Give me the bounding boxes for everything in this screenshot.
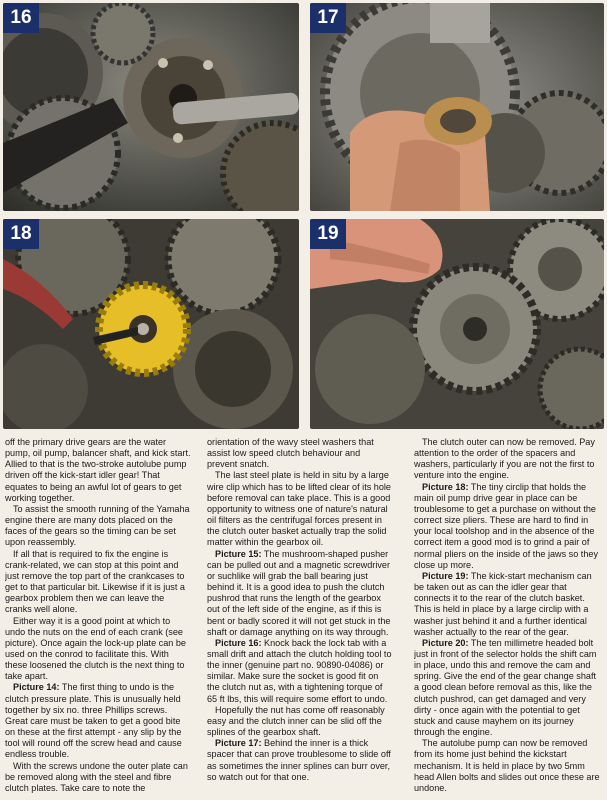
text-column-3: [414, 437, 600, 797]
paragraph: [207, 470, 393, 548]
picture-reference-lead: Picture 18:: [422, 481, 469, 492]
paragraph-text: The clutch outer can now be removed. Pay attention to the order of the spacers and washers, particularly if you are not the first to venture into the engine.: [414, 437, 595, 481]
paragraph-text: The mushroom-shaped pusher can be pulled out and a magnetic screwdriver or suchlike will grab the ball bearing just behind it. It is a good idea to push the clutch pushrod that runs the length of the gearbox out of the left side of the engine, as if this is bent or badly scored it will not get stuck in the shaft or damage anything on its way through.: [207, 548, 391, 637]
paragraph: [207, 738, 393, 783]
clutch-spacer-photo: [310, 3, 604, 211]
picture-reference-lead: Picture 15:: [215, 548, 262, 559]
paragraph-text: The autolube pump can now be removed from its home just behind the kickstart mechanism. It is held in place by two 5mm head Allen bolts and slides out once these are undone.: [414, 738, 600, 793]
picture-reference-lead: Picture 19:: [422, 570, 469, 581]
paragraph-text: Behind the inner is a thick spacer that can prove troublesome to slide off as sometimes the inner splines can burr over, so watch out for that one.: [207, 738, 391, 782]
paragraph-text: Either way it is a good point at which to undo the nuts on the end of each crank (see picture). Once again the lock-up plate can be used on the conrod to facilitate this. With these loosened the clutch is the next thing to take apart.: [5, 615, 186, 682]
paragraph-text: Hopefully the nut has come off reasonably easy and the clutch inner can be slid off the splines of the gearbox shaft.: [207, 704, 385, 738]
paragraph: [414, 482, 600, 571]
oil-pump-gear-photo: [3, 219, 299, 429]
paragraph: [414, 437, 600, 482]
photo-17: [310, 3, 604, 211]
paragraph: [5, 549, 191, 616]
paragraph: [5, 437, 191, 504]
paragraph: [207, 437, 393, 470]
photo-number-badge: 18: [3, 219, 39, 249]
paragraph: [5, 616, 191, 683]
photo-16: [3, 3, 299, 211]
paragraph: [414, 638, 600, 738]
paragraph-text: To assist the smooth running of the Yamaha engine there are many dots placed on the faces of the gears so the timing can be set upon reassembly.: [5, 503, 190, 548]
photo-19: [310, 219, 604, 429]
paragraph-text: off the primary drive gears are the water pump, oil pump, balancer shaft, and kick start. Allied to that is the two-stroke autolube pump driven off the kick-start idler gear! That equates to being an awful lot of gears to get working together.: [5, 437, 191, 503]
paragraph: [414, 571, 600, 638]
photo-number-badge: 16: [3, 3, 39, 33]
paragraph: [5, 504, 191, 549]
picture-reference-lead: Picture 20:: [422, 637, 469, 648]
clutch-nut-photo: [3, 3, 299, 211]
photo-number-badge: 17: [310, 3, 346, 33]
text-column-2: [207, 437, 393, 797]
picture-reference-lead: Picture 14:: [13, 682, 60, 693]
paragraph: [207, 549, 393, 638]
paragraph-text: orientation of the wavy steel washers that assist low speed clutch behaviour and prevent snatch.: [207, 437, 374, 470]
picture-reference-lead: Picture 16:: [215, 637, 262, 648]
paragraph-text: The first thing to undo is the clutch pressure plate. This is unusually held together by six no. three Phillips screws. Great care must be taken to get a good bite on these at the first attempt - any slip by the tool will round off the screw head and cause endless trouble.: [5, 682, 182, 760]
paragraph-text: If all that is required to fix the engine is crank-related, we can stop at this point and just remove the top part of the crankcases to get to that particular bit. Likewise if it is just a gearbox problem then we can leave the cranks well alone.: [5, 548, 185, 615]
text-column-1: [5, 437, 191, 797]
photo-18: [3, 219, 299, 429]
paragraph-text: The kick-start mechanism can be taken out as can the idler gear that connects it to the rear of the clutch basket. This is held in place by a large circlip with a washer just behind it and a further identical washer actually to the rear of the gear.: [414, 570, 592, 637]
paragraph-text: The tiny circlip that holds the main oil pump drive gear in place can be troublesome to get a purchase on without the correct size pliers. These are hard to find in your local toolshop and in the absence of the correct item a good mod is to grind a pair of normal pliers on the inside of the jaws so they close up more.: [414, 481, 598, 570]
paragraph-text: The last steel plate is held in situ by a large wire clip which has to be lifted clear of its hole before removal can take place. This is a good opportunity to witness one of nature's natural oil filters as the centrifugal forces present in the clutch outer basket actually trap the solid matter within the gearbox oil.: [207, 470, 391, 548]
paragraph: [414, 738, 600, 794]
photo-number-badge: 19: [310, 219, 346, 249]
kick-start-gear-photo: [310, 219, 604, 429]
paragraph: [5, 682, 191, 760]
paragraph-text: The ten millimetre headed bolt just in front of the selector holds the shift cam in place, undo this and remove the cam and spring. Give the end of the gear change shaft a good clean before removal as this, like the clutch pushrod, can get damaged and very dirty - once again with the potential to get stuck and cause mayhem on its journey through the engine.: [414, 637, 597, 738]
paragraph-text: Knock back the lock tab with a small drift and attach the clutch holding tool to the inner (genuine part no. 90890-04086) or similar. Make sure the socket is good fit on the clutch nut as, with a tightening torque of 65 ft lbs, this will require some effort to undo.: [207, 637, 392, 704]
picture-reference-lead: Picture 17:: [215, 738, 262, 749]
paragraph: [207, 705, 393, 738]
paragraph: [207, 638, 393, 705]
paragraph: [5, 761, 191, 794]
paragraph-text: With the screws undone the outer plate can be removed along with the steel and fibre clutch plates. Take care to note the: [5, 760, 188, 793]
